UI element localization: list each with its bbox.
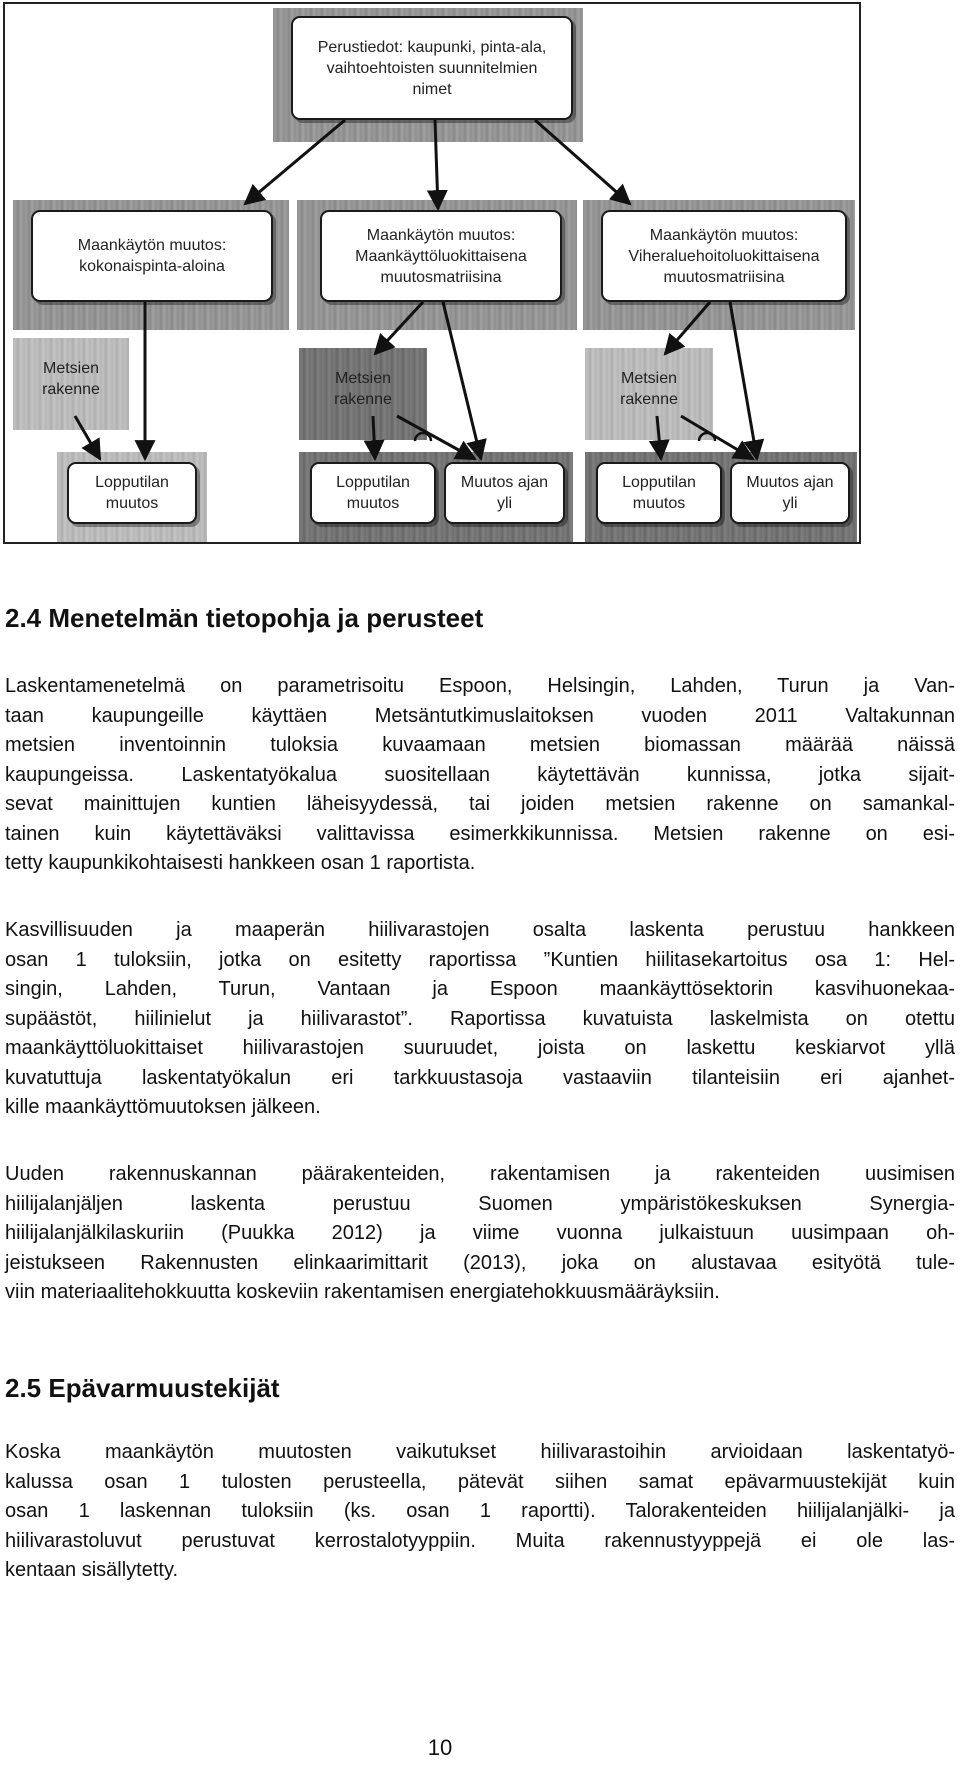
arrow-forest-mid-to-leaf1 [373,416,375,459]
arrow-right-to-forest [665,302,710,354]
section-heading-2-4: 2.4 Menetelmän tietopohja ja perusteet [5,603,484,633]
arrow-right-to-leaf2 [730,302,757,459]
paragraph-2-4-2 [5,916,955,1123]
node-landuse-total-area: Maankäytön muutos: kokonaispinta-aloina [31,210,273,302]
arrow-forest-right-to-leaf1 [657,416,661,459]
text-line: kentaan sisällytetty. [5,1559,179,1581]
paragraph-2-5-1 [5,1438,955,1586]
label-forest-structure-mid: Metsien rakenne [334,370,392,408]
text-line: Laskentamenetelmä on parametrisoitu Espoon, Helsingin, Lahden, Turun ja Van- [5,675,955,697]
text-line: kille maankäyttömuutoksen jälkeen. [5,1096,321,1118]
arrow-mid-to-leaf2 [443,302,481,459]
text-line: hiilivarastoluvut perustuvat kerrostalotyyppiin. Muita rakennustyyppejä ei ole las- [5,1529,955,1552]
node-end-state-change-left: Lopputilan muutos [67,462,197,524]
text-line: hiilijalanjäljen laskenta perustuu Suomen ympäristökeskuksen Synergia- [5,1192,955,1215]
page-number: 10 [427,1735,453,1760]
line-hop-right [699,433,715,441]
arrow-forest-mid-to-leaf2 [397,416,475,459]
text-line: Koska maankäytön muutosten vaikutukset hiilivarastoihin arvioidaan laskentatyö- [5,1441,955,1463]
node-end-state-change-mid: Lopputilan muutos [310,462,436,524]
text-line: hiilijalanjälkilaskuriin (Puukka 2012) ja viime vuonna julkaistuun uusimpaan oh- [5,1222,955,1244]
arrow-top-to-mid [435,120,438,209]
text-line: supäästöt, hiilinielut ja hiilivarastot”. Raportissa kuvatuista laskelmista on otettu [5,1007,955,1030]
paragraph-2-4-3 [5,1160,955,1308]
flow-diagram [3,2,861,544]
arrow-top-to-left [245,120,345,204]
text-line: kuvatuttuja laskentatyökalun eri tarkkuustasoja vastaaviin tilanteisiin eri ajanhet- [5,1066,955,1089]
paragraph-2-4-1 [5,672,955,879]
text-line: osan 1 tuloksiin, jotka on esitetty raportissa ”Kuntien hiilitasekartoitus osa 1: Hel- [5,948,955,971]
line-hop-mid [415,433,431,441]
label-forest-structure-left: Metsien rakenne [42,360,100,398]
label-forest-structure-right: Metsien rakenne [620,370,678,408]
text-line: singin, Lahden, Turun, Vantaan ja Espoon maankäyttösektorin kasvihuonekaa- [5,978,955,1000]
node-change-over-time-mid: Muutos ajan yli [444,462,565,524]
section-heading-2-5: 2.5 Epävarmuustekijät [5,1373,280,1403]
text-line: taan kaupungeille käyttäen Metsäntutkimuslaitoksen vuoden 2011 Valtakunnan [5,704,955,727]
node-landuse-class-matrix: Maankäytön muutos: Maankäyttöluokittaisena muutosmatriisina [320,210,562,302]
node-landuse-greenspace-matrix: Maankäytön muutos: Viheraluehoitoluokittaisena muutosmatriisina [601,210,847,302]
text-line: Uuden rakennuskannan päärakenteiden, rakentamisen ja rakenteiden uusimisen [5,1163,955,1185]
node-basic-info: Perustiedot: kaupunki, pinta-ala, vaihtoehtoisten suunnitelmien nimet [291,16,573,120]
text-line: viin materiaalitehokkuutta koskeviin rakentamisen energiatehokkuusmääräyksiin. [5,1281,720,1303]
arrow-forest-right-to-leaf2 [681,416,753,459]
text-line: metsien inventoinnin tuloksia kuvaamaan metsien biomassan määrää näissä [5,734,955,756]
text-line: Kasvillisuuden ja maaperän hiilivarastojen osalta laskenta perustuu hankkeen [5,919,955,941]
arrow-top-to-right [535,120,630,204]
text-line: osan 1 laskennan tuloksiin (ks. osan 1 raportti). Talorakenteiden hiilijalanjälki- ja [5,1500,955,1522]
node-change-over-time-right: Muutos ajan yli [730,462,850,524]
node-end-state-change-right: Lopputilan muutos [596,462,722,524]
text-line: tainen kuin käytettäväksi valittavissa esimerkkikunnissa. Metsien rakenne on esi- [5,822,955,845]
text-line: tetty kaupunkikohtaisesti hankkeen osan 1 raportista. [5,852,476,874]
text-line: kaupungeissa. Laskentatyökalua suositellaan käytettävän kunnissa, jotka sijait- [5,763,955,786]
arrow-mid-to-forest [375,302,423,354]
text-line: sevat mainittujen kuntien läheisyydessä, tai joiden metsien rakenne on samankal- [5,793,955,815]
text-line: maankäyttöluokittaiset hiilivarastojen suuruudet, joista on laskettu keskiarvot yllä [5,1037,955,1059]
text-line: kalussa osan 1 tulosten perusteella, pätevät siihen samat epävarmuustekijät kuin [5,1470,955,1493]
text-line: jeistukseen Rakennusten elinkaarimittarit (2013), joka on alustavaa esityötä tule- [5,1251,955,1274]
arrow-forest-left-to-leaf [75,416,100,459]
